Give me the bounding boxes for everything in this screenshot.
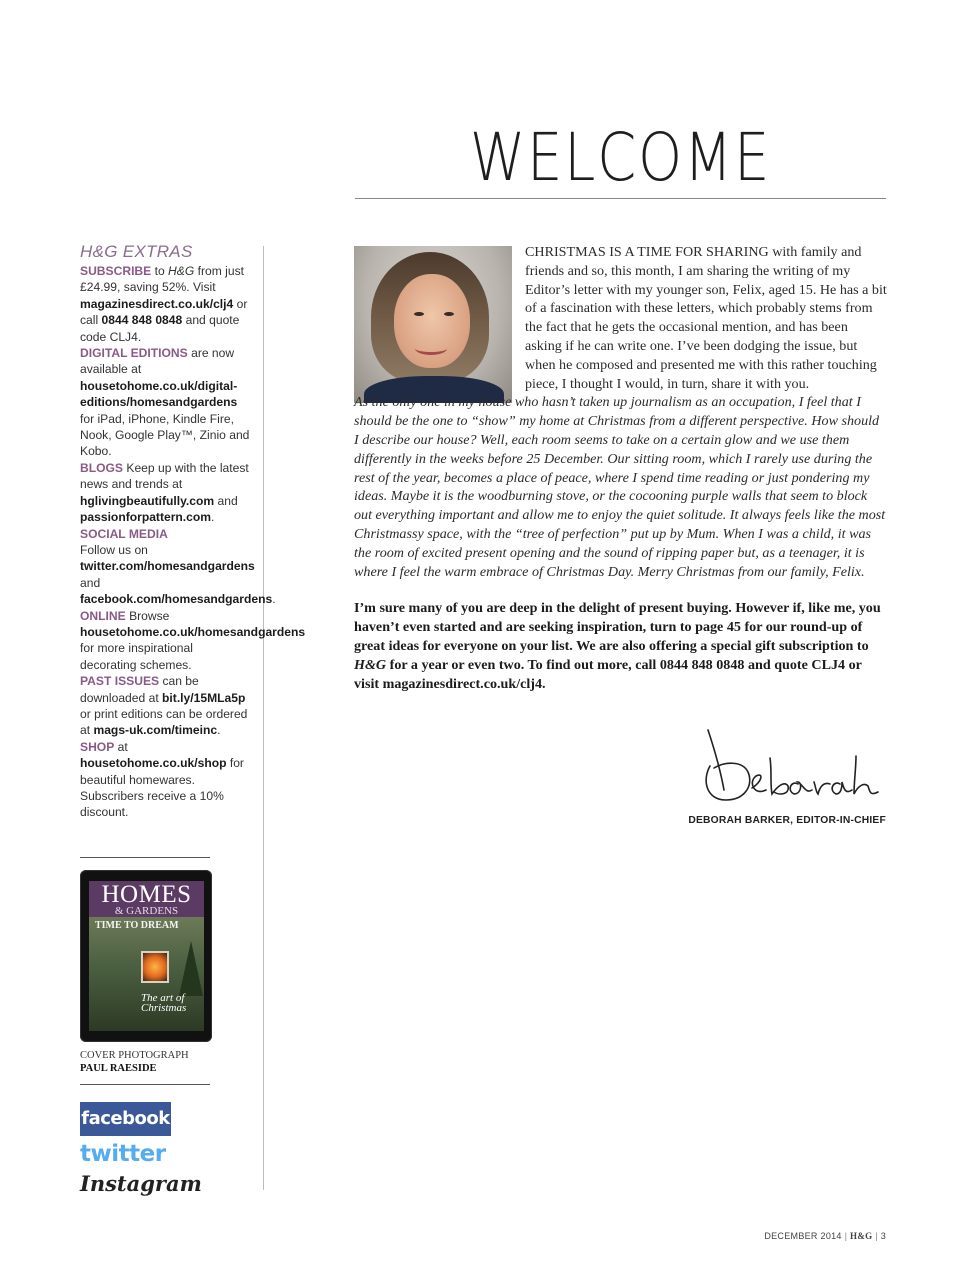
magazine-name: H&G [354, 656, 387, 673]
text: or call [80, 296, 248, 328]
cover-masthead-sub: & GARDENS [114, 905, 179, 917]
letter-outro [354, 599, 887, 693]
issue-date: DECEMBER 2014 [764, 1231, 842, 1241]
letter-intro: CHRISTMAS IS A TIME FOR SHARING with family and friends and so, this month, I am sharing the writing of my Editor’s letter with my younger son, Felix, aged 15. He has a bit of a fascination with these letters, which probably stems from the fact that he gets the occasional mention, and has been asking if he can write one. I’ve been dodging the issue, but when he composed and presented me with this rather touching piece, I thought I would, in turn, share it with you. [525, 244, 887, 392]
footer-separator: | [844, 1231, 848, 1241]
text: Keep up with the latest news and trends at [80, 460, 249, 492]
text: for iPad, iPhone, Kindle Fire, Nook, Google Play™, Zinio and Kobo. [80, 411, 250, 459]
title-divider [355, 198, 886, 199]
cover-credit-label: COVER PHOTOGRAPH [80, 1050, 189, 1061]
social-block [80, 526, 276, 608]
subscribe-phone: 0844 848 0848 [101, 313, 183, 328]
blog-link-1[interactable]: hglivingbeautifully.com [80, 493, 215, 508]
past-issues-block [80, 673, 252, 739]
magazine-cover [89, 881, 204, 1031]
sidebar-divider [80, 857, 210, 858]
footer-brand: H&G [850, 1231, 873, 1241]
blogs-block [80, 460, 252, 526]
text: at [114, 739, 128, 754]
past-issues-label: PAST ISSUES [80, 674, 160, 689]
twitter-icon[interactable]: twitter [80, 1141, 166, 1167]
text: . [211, 510, 215, 525]
digital-block [80, 345, 252, 460]
social-label: SOCIAL MEDIA [80, 526, 168, 541]
fireplace-graphic [141, 951, 169, 983]
page-number: 3 [880, 1231, 886, 1241]
digital-label: DIGITAL EDITIONS [80, 346, 188, 361]
text: for more inspirational decorating schemes. [80, 641, 193, 672]
text: or print editions can be ordered at [80, 706, 248, 738]
shop-label: SHOP [80, 739, 115, 754]
text: and [214, 493, 238, 508]
sidebar-heading: H&G EXTRAS [80, 242, 193, 261]
cover-feature: The art of Christmas [141, 992, 187, 1014]
text: to [151, 264, 169, 278]
editor-name: DEBORAH BARKER, EDITOR-IN-CHIEF [688, 815, 886, 826]
letter-felix: As the only one in my house who hasn’t taken up journalism as an occupation, I feel that I should be the one to “show” my home at Christmas from a different perspective. How should I describe our house? Well, each room seems to take on a certain glow and we use them differently in the weeks before 25 December. Our sitting room, which I rarely use during the rest of the year, becomes a place of peace, where I spend time reading or just pondering my ideas. Maybe it is the woodburning stove, or the cocooning purple walls that seem to block out everything important and allow me to enjoy the quiet solitude. It always feels like the most Christmassy space, with the “tree of perfection” put up by Mum. When I was a child, it was the room of excited present opening and the sound of ripping paper but, as a teenager, it is where I feel the warm embrace of Christmas Day. Merry Christmas from our family, Felix. [354, 394, 886, 580]
text: from just £24.99, saving 52%. Visit [80, 264, 244, 295]
christmas-tree-graphic [179, 941, 203, 996]
cover-line: TIME TO DREAM [95, 920, 179, 931]
text: for a year or even two. To find out more, call 0844 848 0848 and quote CLJ4 or visit magazinesdirect.co.uk/clj4. [354, 656, 862, 692]
blog-link-2[interactable]: passionforpattern.com [80, 510, 212, 525]
online-link[interactable]: housetohome.co.uk/homesandgardens [80, 624, 306, 639]
blogs-label: BLOGS [80, 460, 124, 475]
tablet-cover-image [80, 870, 212, 1042]
facebook-icon[interactable]: facebook [80, 1102, 171, 1136]
page-title: WELCOME [469, 119, 772, 196]
twitter-link[interactable]: twitter.com/homesandgardens [80, 559, 255, 574]
text: and quote code CLJ4. [80, 313, 240, 344]
magazine-name: H&G [168, 264, 195, 278]
facebook-link[interactable]: facebook.com/homesandgardens [80, 592, 273, 607]
signature-text: Deborah [700, 728, 704, 729]
text: . [217, 723, 221, 738]
subscribe-link[interactable]: magazinesdirect.co.uk/clj4 [80, 296, 234, 311]
text: Browse [125, 608, 170, 623]
subscribe-block [80, 263, 252, 345]
shop-link[interactable]: housetohome.co.uk/shop [80, 756, 227, 771]
past-issues-link[interactable]: bit.ly/15MLa5p [162, 690, 246, 705]
text: I’m sure many of you are deep in the delight of present buying. However if, like me, you haven’t even started and are seeking inspiration, turn to page 45 for our round-up of great ideas for everyone on your list. We are also offering a special gift subscription to [354, 600, 881, 654]
digital-link[interactable]: housetohome.co.uk/digital-editions/homesandgardens [80, 378, 238, 410]
online-block [80, 608, 306, 674]
page-footer [700, 1231, 886, 1241]
online-label: ONLINE [80, 608, 126, 623]
sidebar-extras [80, 242, 306, 821]
sidebar-divider-2 [80, 1084, 210, 1085]
cover-credit [80, 1049, 220, 1075]
instagram-icon[interactable]: Instagram [80, 1171, 202, 1196]
text: are now available at [80, 346, 235, 377]
text: Follow us on [80, 542, 148, 557]
text: and [80, 575, 101, 590]
cover-credit-name: PAUL RAESIDE [80, 1063, 157, 1074]
text: . [272, 592, 276, 607]
footer-separator-2: | [875, 1231, 878, 1241]
subscribe-label: SUBSCRIBE [80, 264, 152, 278]
text: can be downloaded at [80, 674, 199, 705]
editor-letter [354, 243, 887, 693]
column-divider [263, 246, 264, 1190]
print-editions-link[interactable]: mags-uk.com/timeinc [93, 723, 218, 738]
editor-signature [700, 728, 886, 806]
shop-block [80, 739, 252, 821]
text: for beautiful homewares. Subscribers receive a 10% discount. [80, 756, 244, 820]
cover-masthead: HOMES [101, 881, 192, 908]
